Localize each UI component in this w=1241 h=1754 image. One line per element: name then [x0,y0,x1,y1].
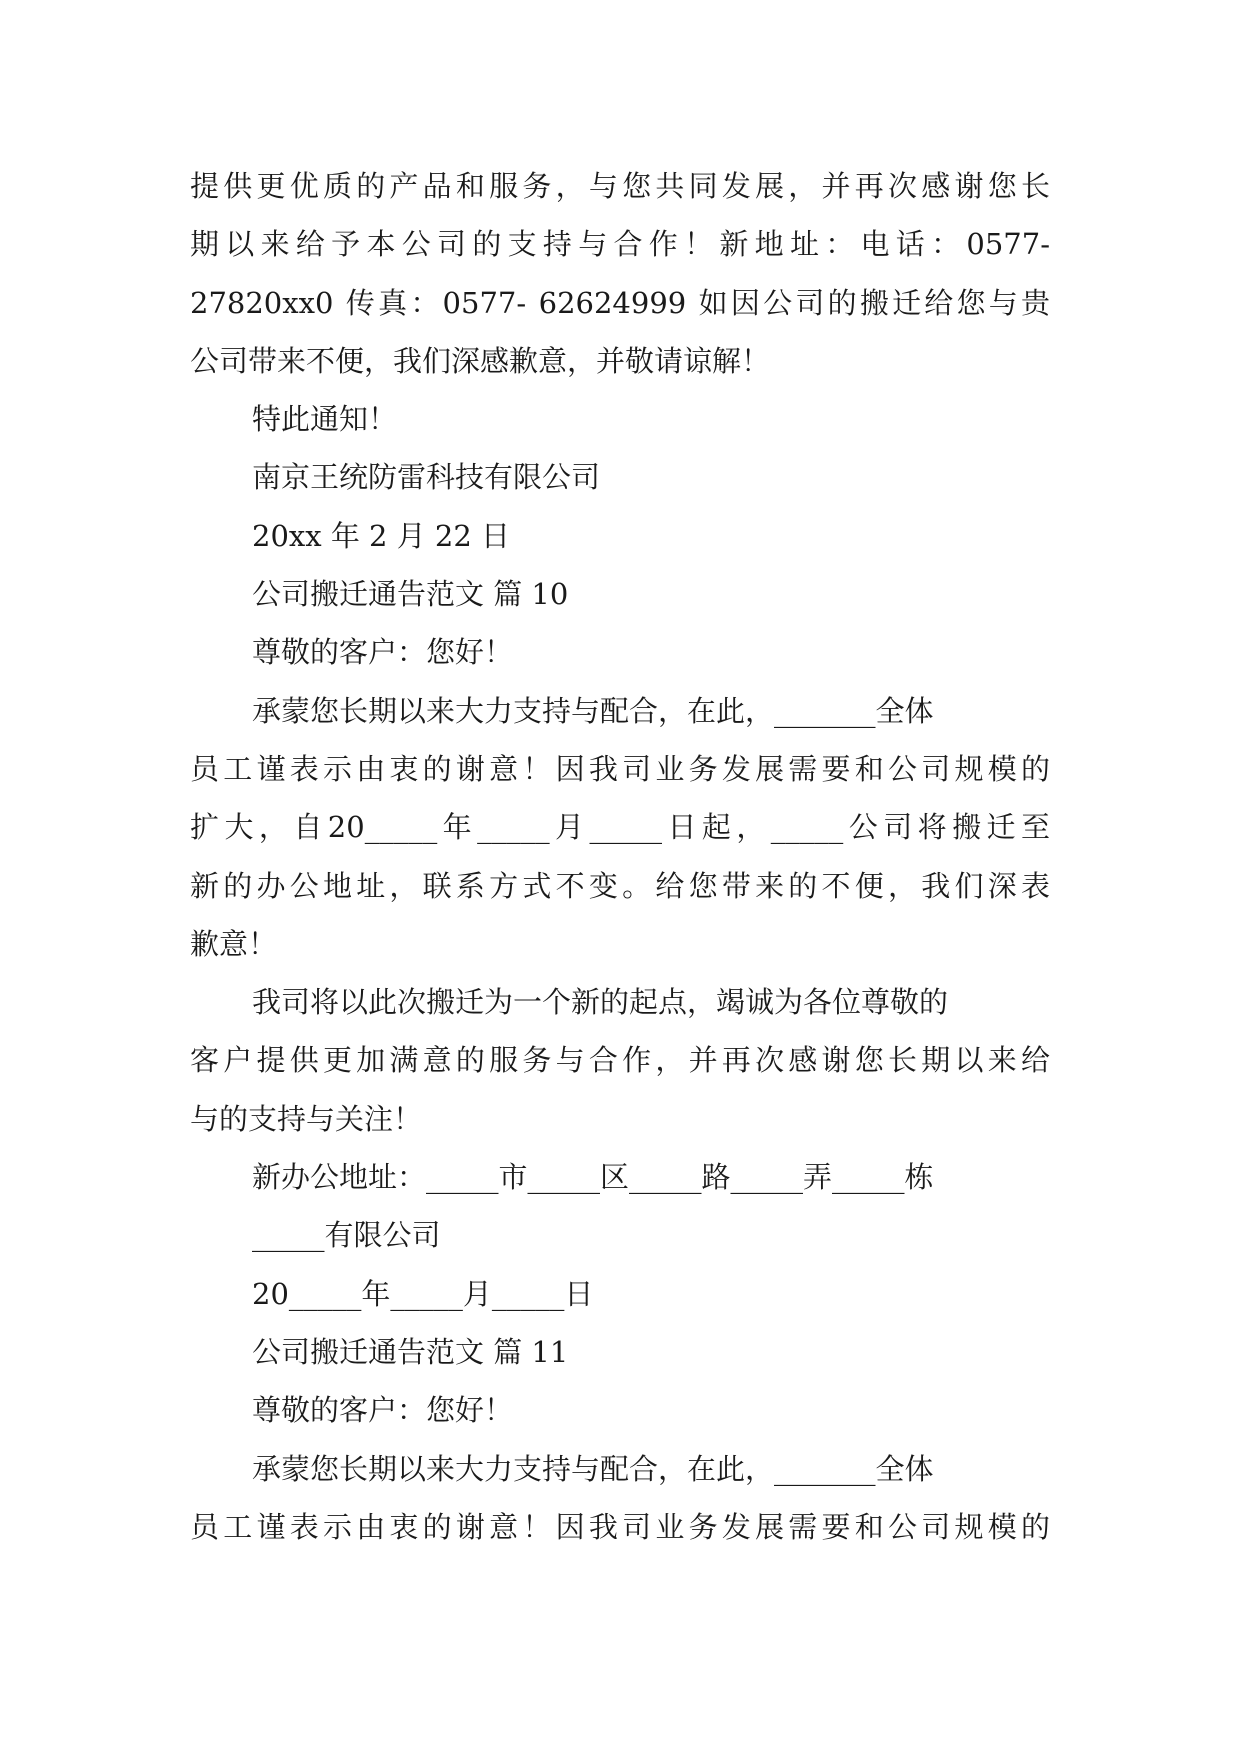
paragraph-line: 我司将以此次搬迁为一个新的起点，竭诚为各位尊敬的 [252,985,949,1020]
paragraph-line: 公司带来不便，我们深感歉意，并敬请谅解！ [190,343,771,378]
paragraph-line: 期以来给予本公司的支持与合作！新地址：电话：0577- [190,227,1050,262]
document-body [190,157,1050,1556]
salutation: 尊敬的客户：您好！ [252,1393,514,1428]
paragraph-line: 员工谨表示由衷的谢意！因我司业务发展需要和公司规模的 [190,751,1050,786]
section-heading: 公司搬迁通告范文 篇 11 [252,1334,569,1369]
paragraph-line: 歉意！ [190,926,278,961]
company-signature: 南京王统防雷科技有限公司 [252,460,601,495]
paragraph-line: 新的办公地址，联系方式不变。给您带来的不便，我们深表 [190,868,1050,903]
paragraph-line: 员工谨表示由衷的谢意！因我司业务发展需要和公司规模的 [190,1509,1050,1544]
paragraph-line: 与的支持与关注！ [190,1101,423,1136]
company-signature: _____有限公司 [252,1218,441,1253]
salutation: 尊敬的客户：您好！ [252,635,514,670]
section-heading: 公司搬迁通告范文 篇 10 [252,577,569,612]
paragraph-line: 27820xx0 传真：0577- 62624999 如因公司的搬迁给您与贵 [190,285,1050,320]
paragraph-line: 客户提供更加满意的服务与合作，并再次感谢您长期以来给 [190,1043,1050,1078]
paragraph-line: 提供更优质的产品和服务，与您共同发展，并再次感谢您长 [190,169,1050,203]
date-line: 20xx 年 2 月 22 日 [252,518,511,553]
date-line: 20_____年_____月_____日 [252,1276,594,1311]
paragraph-line: 承蒙您长期以来大力支持与配合，在此，_______全体 [252,1451,934,1486]
paragraph-line: 承蒙您长期以来大力支持与配合，在此，_______全体 [252,693,934,728]
paragraph-line: 扩大，自20_____年_____月_____日起，_____公司将搬迁至 [190,810,1050,845]
address-line: 新办公地址：_____市_____区_____路_____弄_____栋 [252,1160,934,1195]
notice-closing: 特此通知！ [252,402,398,437]
